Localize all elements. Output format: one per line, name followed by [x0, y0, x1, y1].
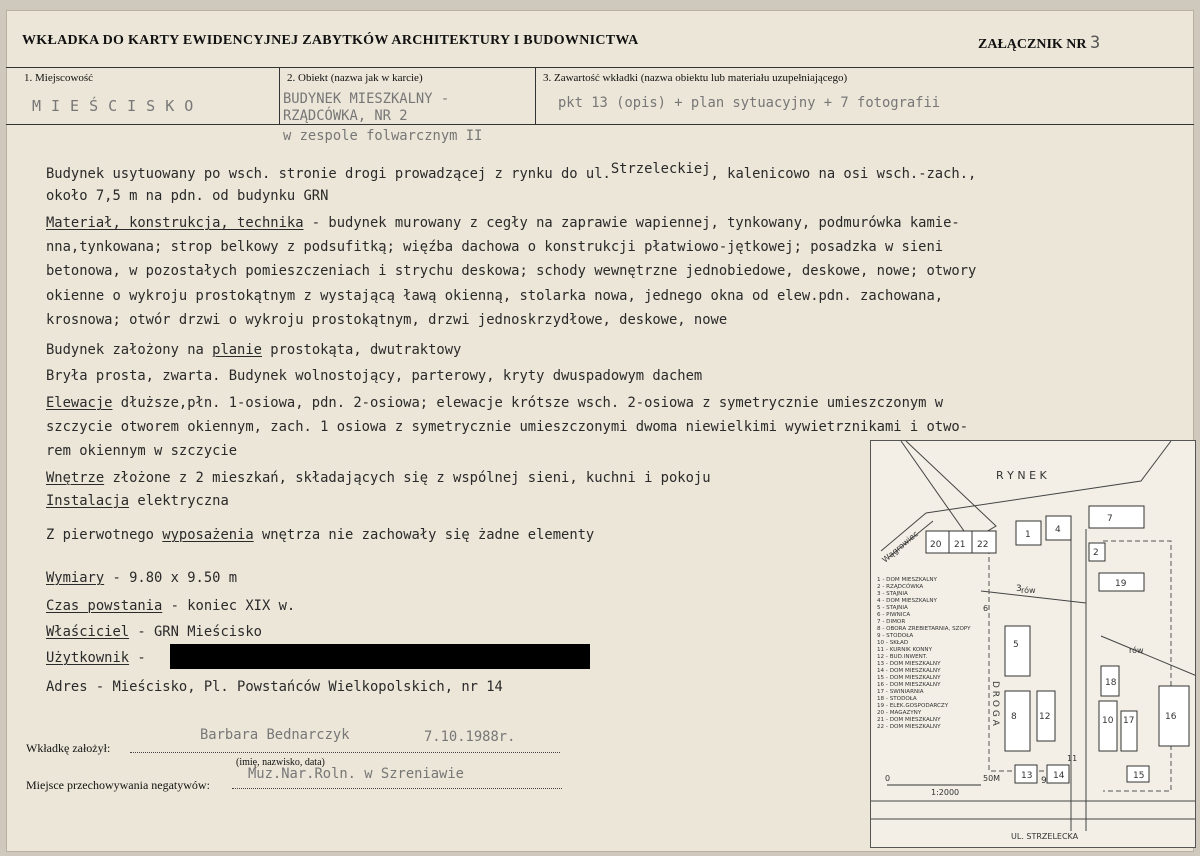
- elewacje-line-1: [46, 395, 943, 411]
- bldg-5: [1005, 626, 1030, 676]
- legend-item: 20 - MAGAZYNY: [877, 710, 922, 716]
- adres-line: Adres - Mieścisko, Pl. Powstańców Wielkopolskich, nr 14: [46, 679, 503, 695]
- bldg-label-13: 13: [1021, 771, 1033, 781]
- wyposazenie-post: wnętrza nie zachowały się żadne elementy: [253, 527, 595, 543]
- material-line-2: nna,tynkowana; strop belkowy z podsufitką; więźba dachowa o konstrukcji płatwiowo-jętkowej; posadzka w sieni: [46, 239, 944, 255]
- map-label-row-2: rów: [1129, 646, 1144, 655]
- wnetrze-text: złożone z 2 mieszkań, składających się z wspólnej sieni, kuchni i pokoju: [104, 470, 711, 486]
- map-label-street: UL. STRZELECKA: [1011, 832, 1079, 841]
- bldg-label-14: 14: [1053, 771, 1065, 781]
- field-1-label: 1. Miejscowość: [24, 72, 94, 84]
- negatives-dotted-line: [232, 788, 562, 789]
- bldg-label-20: 20: [930, 540, 942, 550]
- field-3-value: pkt 13 (opis) + plan sytuacyjny + 7 fotografii: [558, 95, 941, 111]
- legend-item: 15 - DOM MIESZKALNY: [877, 675, 941, 681]
- field-2-value-line-1: BUDYNEK MIESZKALNY -: [283, 91, 450, 107]
- plan-word: planie: [212, 342, 262, 358]
- bldg-label-8: 8: [1011, 712, 1017, 722]
- legend-item: 19 - ELEK.GOSPODARCZY: [877, 703, 949, 709]
- field-3-label: 3. Zawartość wkładki (nazwa obiektu lub materiału uzupełniającego): [543, 72, 848, 84]
- bldg-label-1: 1: [1025, 530, 1031, 540]
- plan-line: [46, 342, 461, 358]
- legend-item: 13 - DOM MIESZKALNY: [877, 661, 941, 667]
- legend-item: 6 - PIWNICA: [877, 612, 911, 618]
- instalacja-text: elektryczna: [129, 493, 229, 509]
- wymiary-text: - 9.80 x 9.50 m: [104, 570, 238, 586]
- legend-item: 2 - RZĄDCÓWKA: [877, 584, 924, 590]
- map-label-row-1: rów: [1021, 586, 1036, 595]
- bldg-label-19: 19: [1115, 579, 1127, 589]
- legend-item: 9 - STODOŁA: [877, 633, 914, 639]
- attachment-number: 3: [1090, 33, 1101, 53]
- negatives-location-label: Miejsce przechowywania negatywów:: [26, 778, 210, 792]
- bldg-8: [1005, 691, 1030, 751]
- legend-item: 22 - DOM MIESZKALNY: [877, 724, 941, 730]
- legend-item: 7 - DIMOR: [877, 619, 906, 625]
- bldg-label-4: 4: [1055, 525, 1061, 535]
- scale-zero: 0: [885, 774, 891, 783]
- bldg-label-15: 15: [1133, 771, 1145, 781]
- field-divider-1: [279, 67, 280, 124]
- wnetrze-heading: Wnętrze: [46, 470, 105, 486]
- material-line-1: [46, 215, 960, 231]
- uzytkownik-heading: Użytkownik: [46, 650, 130, 666]
- legend-item: 11 - KURNIK KONNY: [877, 647, 933, 653]
- bldg-label-21: 21: [954, 540, 966, 550]
- czas-line: [46, 598, 295, 614]
- zalozyl-name: Barbara Bednarczyk: [200, 727, 350, 743]
- map-label-droga: D R O G A: [990, 681, 1000, 726]
- plan-text-pre: Budynek założony na: [46, 342, 213, 358]
- header-rule: [6, 67, 1194, 68]
- uzytkownik-text: -: [129, 650, 146, 666]
- zalozyl-dotted-line: [130, 752, 560, 753]
- zalozyl-label: Wkładkę założył:: [26, 741, 111, 755]
- location-text-end: , kalenicowo na osi wsch.-zach.,: [710, 166, 977, 182]
- instalacja-heading: Instalacja: [46, 493, 130, 509]
- bldg-label-18: 18: [1105, 678, 1117, 688]
- wlasciciel-heading: Właściciel: [46, 624, 130, 640]
- attachment-label-text: ZAŁĄCZNIK NR: [978, 37, 1087, 52]
- map-label-rynek: R Y N E K: [996, 469, 1047, 482]
- legend-item: 14 - DOM MIESZKALNY: [877, 668, 941, 674]
- paragraph-location-line-2: około 7,5 m na pdn. od budynku GRN: [46, 188, 329, 204]
- legend-item: 8 - OBORA ZREBIETARNIA, SZOPY: [877, 626, 971, 632]
- wyposazenie-pre: Z pierwotnego: [46, 527, 163, 543]
- legend-item: 21 - DOM MIESZKALNY: [877, 717, 941, 723]
- wlasciciel-line: [46, 624, 262, 640]
- legend-item: 5 - STAJNIA: [877, 605, 908, 611]
- legend-item: 1 - DOM MIESZKALNY: [877, 577, 937, 583]
- czas-text: - koniec XIX w.: [162, 598, 296, 614]
- bldg-label-16: 16: [1165, 712, 1177, 722]
- legend-item: 12 - BUD.INWENT.: [877, 654, 928, 660]
- elewacje-line-3: rem okiennym w szczycie: [46, 443, 238, 459]
- market-edge: [926, 441, 1171, 513]
- bldg-label-7: 7: [1107, 514, 1113, 524]
- legend-item: 10 - SKŁAD: [877, 640, 909, 646]
- material-line-5: krosnowa; otwór drzwi o wykroju prostokątnym, drzwi jednoskrzydłowe, deskowe, nowe: [46, 312, 728, 328]
- bldg-label-5: 5: [1013, 640, 1019, 650]
- bldg-label-12: 12: [1039, 712, 1051, 722]
- redaction-bar: [170, 644, 590, 669]
- legend-item: 4 - DOM MIESZKALNY: [877, 598, 937, 604]
- site-plan: [870, 440, 1196, 848]
- bldg-label-10: 10: [1102, 716, 1114, 726]
- legend-item: 16 - DOM MIESZKALNY: [877, 682, 941, 688]
- bldg-10: [1099, 701, 1117, 751]
- map-legend: [877, 577, 971, 730]
- material-line-4: okienne o wykroju prostokątnym z wystającą ławą okienną, stolarka nowa, jednego okna od elew.pdn. zachowana,: [46, 288, 944, 304]
- field-1-value: MIEŚCISKO: [32, 97, 204, 115]
- legend-item: 3 - STAJNIA: [877, 591, 908, 597]
- bldg-label-2: 2: [1093, 548, 1099, 558]
- instalacja-line: [46, 493, 229, 509]
- plan-text-post: prostokąta, dwutraktowy: [261, 342, 462, 358]
- location-text: Budynek usytuowany po wsch. stronie drogi prowadzącej z rynku do ul.: [46, 166, 611, 182]
- bldg-label-9: 9: [1041, 776, 1047, 786]
- field-2-value-line-3: w zespole folwarcznym II: [283, 128, 483, 144]
- elewacje-heading: Elewacje: [46, 395, 113, 411]
- field-2-value-line-2: RZĄDCÓWKA, NR 2: [283, 108, 408, 124]
- scale-ratio: 1:2000: [931, 788, 960, 797]
- wymiary-heading: Wymiary: [46, 570, 105, 586]
- material-text: - budynek murowany z cegły na zaprawie wapiennej, tynkowany, podmurówka kamie-: [303, 215, 960, 231]
- attachment-label: [978, 33, 1100, 53]
- card-title: WKŁADKA DO KARTY EWIDENCYJNEJ ZABYTKÓW ARCHITEKTURY I BUDOWNICTWA: [22, 33, 639, 48]
- material-heading: Materiał, konstrukcja, technika: [46, 215, 304, 231]
- elewacje-line-2: szczycie otworem okiennym, zach. 1 osiowa z symetrycznie umieszczonymi dwoma niewielkimi wywietrznikami i otwo-: [46, 419, 969, 435]
- wlasciciel-text: - GRN Mieścisko: [129, 624, 262, 640]
- zalozyl-hint: (imię, nazwisko, data): [236, 757, 325, 768]
- wyposazenie-line: [46, 527, 594, 543]
- site-plan-drawing: [871, 441, 1196, 848]
- scale-fifty: 50M: [983, 774, 1001, 783]
- elewacje-text: dłuższe,płn. 1-osiowa, pdn. 2-osiowa; elewacje krótsze wsch. 2-osiowa z symetrycznie umieszczonym w: [112, 395, 944, 411]
- czas-heading: Czas powstania: [46, 598, 163, 614]
- field-divider-2: [535, 67, 536, 124]
- map-label-wagrowiec: Wągrowiec: [880, 529, 920, 565]
- wyposazenie-word: wyposażenia: [162, 527, 254, 543]
- bldg-7: [1089, 506, 1144, 528]
- paragraph-location-line-1: [46, 161, 977, 182]
- bldg-label-6: 6: [983, 604, 989, 613]
- bldg-label-11: 11: [1067, 754, 1078, 763]
- bryla-line: Bryła prosta, zwarta. Budynek wolnostojący, parterowy, kryty dwuspadowym dachem: [46, 368, 703, 384]
- negatives-location-value: Muz.Nar.Roln. w Szreniawie: [248, 766, 464, 782]
- street-name: Strzeleckiej: [610, 161, 711, 177]
- bldg-label-17: 17: [1123, 716, 1135, 726]
- wnetrze-line: [46, 470, 711, 486]
- legend-item: 17 - SWINIARNIA: [877, 689, 924, 695]
- wymiary-line: [46, 570, 237, 586]
- fields-rule: [6, 124, 1194, 125]
- road-wagrowiec: [901, 441, 996, 541]
- bldg-label-22: 22: [977, 540, 989, 550]
- material-line-3: betonowa, w pozostałych pomieszczeniach i strychu deskowa; schody wewnętrzne jednobiedowe, deskowe, nowe; otwory: [46, 263, 977, 279]
- field-2-label: 2. Obiekt (nazwa jak w karcie): [287, 72, 423, 84]
- legend-item: 18 - STODOŁA: [877, 696, 917, 702]
- zalozyl-date: 7.10.1988r.: [424, 729, 516, 745]
- uzytkownik-line: [46, 650, 146, 666]
- bldg-label-3: 3: [1016, 584, 1022, 594]
